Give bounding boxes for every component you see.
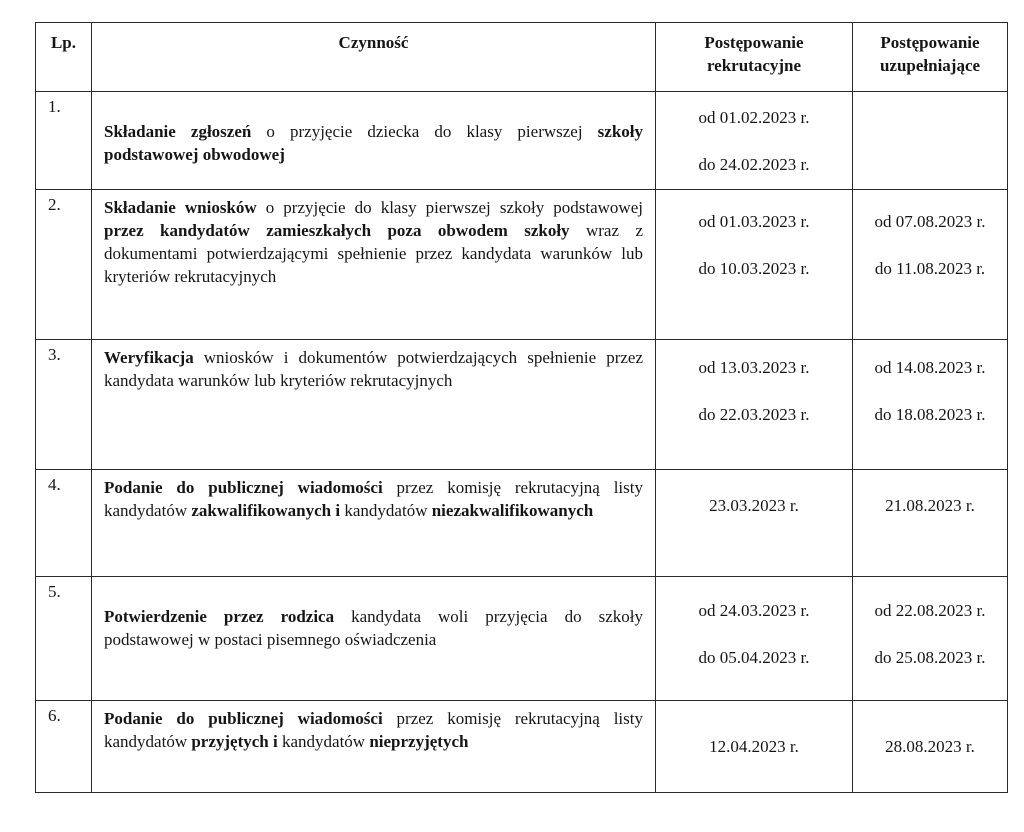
activity-text: wniosków i dokumentów potwierdzających spełnienie przez kandydata warunków lub kryteriów rekrutacyjnych [104, 348, 643, 390]
activity-text-bold: przyjętych i [191, 732, 278, 751]
date-start: od 01.02.2023 r. [698, 108, 810, 127]
table-row [36, 190, 1008, 340]
date-start: 12.04.2023 r. [709, 737, 799, 756]
activity-text-bold: Potwierdzenie przez rodzica [104, 607, 335, 626]
activity-text: wraz z dokumentami potwierdzającymi spełnienie przez kandydata warunków lub kryteriów rekrutacyjnych [104, 221, 643, 286]
date-end: do 24.02.2023 r. [698, 155, 810, 174]
activity-cell [92, 701, 656, 793]
header-czynnosc: Czynność [92, 23, 656, 92]
row-number: 1. [36, 92, 92, 190]
date-rekrutacyjne [656, 92, 853, 190]
activity-text-bold: Składanie zgłoszeń [104, 122, 252, 141]
activity-text-bold: przez kandydatów zamieszkałych poza obwodem szkoły [104, 221, 570, 240]
header-uzupelniajace: Postępowanie uzupełniające [853, 23, 1008, 92]
activity-cell [92, 470, 656, 577]
recruitment-schedule-table [35, 22, 1008, 793]
date-start: od 13.03.2023 r. [698, 358, 810, 377]
activity-text-bold: Składanie wniosków [104, 198, 257, 217]
table-row [36, 92, 1008, 190]
date-start: 21.08.2023 r. [885, 496, 975, 515]
date-end: do 22.03.2023 r. [698, 405, 810, 424]
date-end: do 05.04.2023 r. [698, 648, 810, 667]
table-row [36, 340, 1008, 470]
date-rekrutacyjne [656, 701, 853, 793]
row-number: 2. [36, 190, 92, 340]
date-start: od 01.03.2023 r. [698, 212, 810, 231]
activity-text-bold: niezakwalifikowanych [431, 501, 594, 520]
row-number: 3. [36, 340, 92, 470]
date-start: od 14.08.2023 r. [874, 358, 986, 377]
table-row [36, 701, 1008, 793]
date-rekrutacyjne [656, 577, 853, 701]
date-start: od 07.08.2023 r. [874, 212, 986, 231]
row-number: 5. [36, 577, 92, 701]
activity-text: o przyjęcie dziecka do klasy pierwszej [251, 122, 598, 141]
date-uzupelniajace [853, 470, 1008, 577]
date-end: do 18.08.2023 r. [874, 405, 986, 424]
table-row [36, 577, 1008, 701]
activity-text-bold: szkoły podstawowej obwodowej [104, 122, 643, 164]
date-uzupelniajace [853, 577, 1008, 701]
activity-text-bold: nieprzyjętych [369, 732, 469, 751]
activity-cell [92, 577, 656, 701]
activity-text: o przyjęcie do klasy pierwszej szkoły podstawowej [256, 198, 643, 217]
activity-text-bold: Podanie do publicznej wiadomości [104, 709, 383, 728]
activity-cell [92, 340, 656, 470]
row-number: 6. [36, 701, 92, 793]
date-end: do 25.08.2023 r. [874, 648, 986, 667]
activity-text-bold: Podanie do publicznej wiadomości [104, 478, 383, 497]
date-uzupelniajace [853, 92, 1008, 190]
date-rekrutacyjne [656, 340, 853, 470]
row-number: 4. [36, 470, 92, 577]
activity-text: przez komisję rekrutacyjną listy kandydatów [104, 709, 643, 751]
activity-text: kandydatów [340, 501, 432, 520]
activity-cell [92, 190, 656, 340]
activity-text: kandydata woli przyjęcia do szkoły podstawowej w postaci pisemnego oświadczenia [104, 607, 643, 649]
date-uzupelniajace [853, 340, 1008, 470]
date-uzupelniajace [853, 190, 1008, 340]
header-lp: Lp. [36, 23, 92, 92]
header-row [36, 23, 1008, 92]
activity-text-bold: Weryfikacja [104, 348, 194, 367]
table-row [36, 470, 1008, 577]
activity-cell [92, 92, 656, 190]
date-uzupelniajace [853, 701, 1008, 793]
date-end: do 10.03.2023 r. [698, 259, 810, 278]
date-start: od 24.03.2023 r. [698, 601, 810, 620]
activity-text: przez komisję rekrutacyjną listy kandydatów [104, 478, 643, 520]
date-start: od 22.08.2023 r. [874, 601, 986, 620]
activity-text: kandydatów [277, 732, 370, 751]
date-start: 28.08.2023 r. [885, 737, 975, 756]
date-rekrutacyjne [656, 470, 853, 577]
date-start: 23.03.2023 r. [709, 496, 799, 515]
date-end: do 11.08.2023 r. [874, 259, 986, 278]
date-rekrutacyjne [656, 190, 853, 340]
header-rekrutacyjne: Postępowanie rekrutacyjne [656, 23, 853, 92]
activity-text-bold: zakwalifikowanych i [191, 501, 341, 520]
